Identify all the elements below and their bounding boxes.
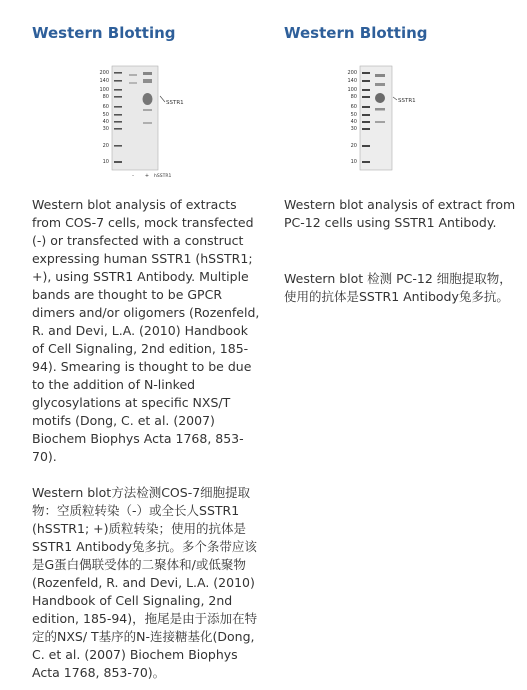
target-pointer [160,96,165,102]
marker-label: 100 [347,87,357,93]
description-en: Western blot analysis of extract from PC-12 cells using SSTR1 Antibody. [284,197,516,230]
marker-label: 100 [99,87,109,93]
marker-label: 140 [99,78,109,84]
marker-label: 50 [350,112,357,118]
marker-label: 10 [350,159,357,165]
marker-label: 60 [102,104,109,110]
marker-label: 60 [350,104,357,110]
marker-label: 40 [350,119,357,125]
target-label: SSTR1 [166,100,184,106]
marker-label: 20 [350,143,357,149]
target-pointer [393,97,397,100]
marker-label: 30 [350,126,357,132]
description-en: Western blot analysis of extracts from COS-7 cells, mock transfected (-) or transfected with a construct expressing human SSTR1 (hSSTR1; +), using SSTR1 Antibody. Multiple bands are thought to be GPCR dimers and/or oligomers (Rozenfeld, R. and Devi, L.A. (2010) Handbook of Cell Signaling, 2nd edition, 185-94). Smearing is thought to be due to the addition of N-linked glycosylations at specific NXS/T motifs (Dong, C. et al. (2007) Biochem Biophys Acta 1768, 853-70). [32,197,260,464]
lane-label: - [132,173,134,179]
marker-label: 20 [102,143,109,149]
western-blot-image [344,64,424,180]
marker-labels [347,70,357,165]
marker-label: 40 [102,119,109,125]
section-heading: Western Blotting [284,24,428,42]
description-zh: Western blot 检测 PC-12 细胞提取物，使用的抗体是SSTR1 Antibody兔多抗。 [284,271,512,304]
lane-label: + [144,173,150,179]
marker-label: 200 [99,70,109,76]
marker-labels [99,70,109,165]
marker-label: 80 [102,94,109,100]
marker-label: 10 [102,159,109,165]
lane-group-label: hSSTR1 [154,174,172,179]
marker-label: 30 [102,126,109,132]
marker-label: 50 [102,112,109,118]
western-blot-image [96,64,204,180]
marker-label: 200 [347,70,357,76]
marker-label: 80 [350,94,357,100]
section-heading: Western Blotting [32,24,176,42]
description-zh: Western blot方法检测COS-7细胞提取物：空质粒转染（-）或全长人SSTR1 (hSSTR1; +)质粒转染；使用的抗体是SSTR1 Antibody兔多抗。多个条带应该是G蛋白偶联受体的二聚体和/或低聚物(Rozenfeld, R. and Devi, L.A. (2010) Handbook of Cell Signaling, 2nd edition, 185-94)，拖尾是由于添加在特定的NXS/ T基序的N-连接糖基化(Dong, C. et al. (2007) Biochem Biophys Acta 1768, 853-70)。 [32,485,258,680]
target-label: SSTR1 [398,98,416,104]
marker-label: 140 [347,78,357,84]
